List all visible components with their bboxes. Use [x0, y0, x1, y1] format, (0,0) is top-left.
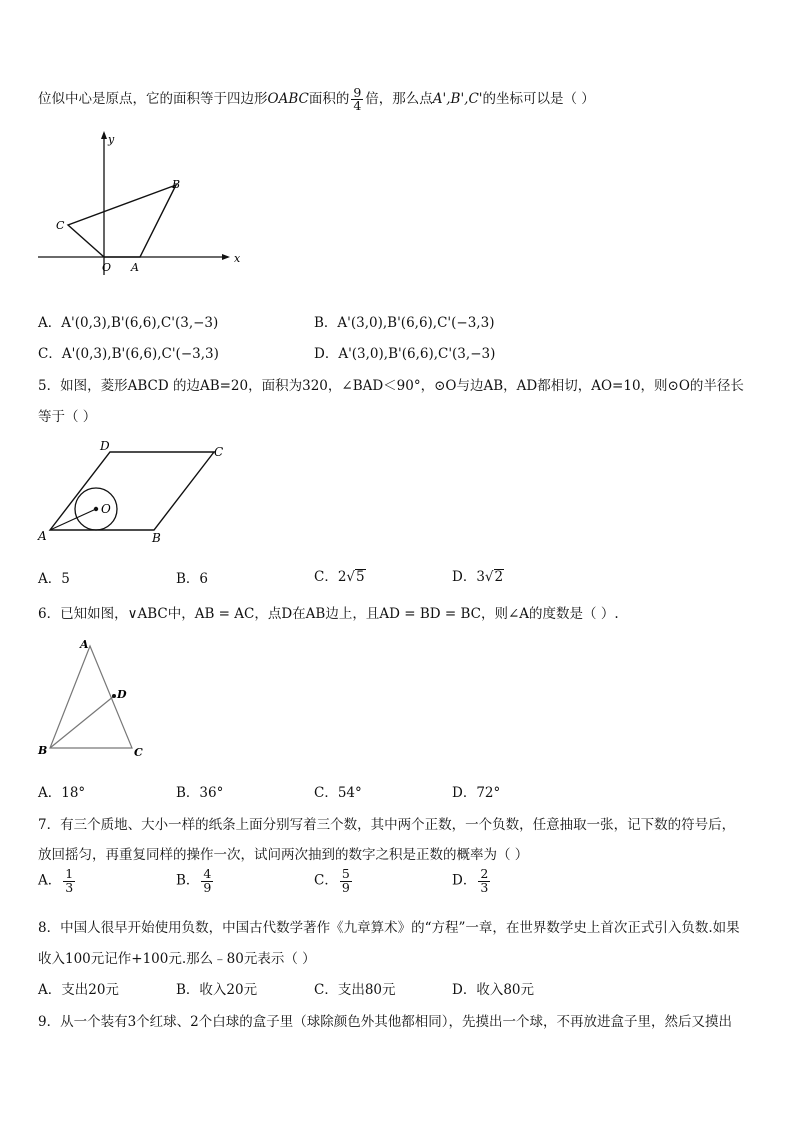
q7-c-den: 9	[341, 879, 350, 895]
q5-option-a[interactable]: A．5	[38, 571, 70, 587]
q4-label-b: B	[172, 178, 181, 191]
q6-label-b: B	[38, 744, 48, 757]
q5-option-c-radical-sign: √	[346, 569, 356, 585]
q7-d-num: 2	[480, 866, 489, 881]
q7-option-a-label: A．	[38, 872, 62, 889]
q4-label-o: O	[102, 261, 112, 274]
q4-frac-den: 4	[353, 98, 362, 113]
q6-option-c[interactable]: C．54°	[314, 785, 362, 801]
q7-b-num: 4	[203, 866, 212, 881]
q4-stem-c: 倍，那么点	[365, 91, 433, 107]
q9-stem-line1: 9．从一个装有3个红球、2个白球的盒子里（球除颜色外其他都相同），先摸出一个球，不再放进盒子里，然后又摸出	[38, 1014, 733, 1030]
q7-option-c-fraction	[340, 868, 352, 894]
q4-frac-num: 9	[353, 84, 362, 100]
q4-stem-b: 面积的	[308, 91, 350, 107]
q5-option-d-radicand: 2	[494, 569, 504, 585]
q4-option-a[interactable]: A．A'(0,3),B'(6,6),C'(3,−3)	[38, 315, 219, 331]
q6-stem: 6．已知如图，∨ABC中，AB = AC，点D在AB边上，且AD = BD = BC，则∠A的度数是（ ）.	[38, 606, 619, 622]
q5-option-d-radical-sign: √	[484, 569, 494, 585]
q4-stem-a: 位似中心是原点，它的面积等于四边形	[38, 91, 268, 107]
q8-option-d[interactable]: D．收入80元	[452, 982, 535, 998]
q5-segment-ao	[50, 509, 96, 530]
q7-stem-line2: 放回摇匀，再重复同样的操作一次，试问两次抽到的数字之积是正数的概率为（ ）	[38, 847, 529, 863]
q7-stem-line1: 7．有三个质地、大小一样的纸条上面分别写着三个数，其中两个正数，一个负数，任意抽取一张，记下数的符号后，	[38, 817, 736, 833]
q4-label-c: C	[56, 219, 65, 232]
q7-a-den: 3	[65, 879, 74, 895]
q6-label-a: A	[80, 638, 89, 651]
q6-option-d[interactable]: D．72°	[452, 785, 501, 801]
q8-stem-line1: 8．中国人很早开始使用负数，中国古代数学著作《九章算术》的“方程”一章，在世界数学史上首次正式引入负数.如果	[38, 920, 740, 936]
q7-a-num: 1	[65, 866, 74, 881]
q6-triangle-figure	[34, 636, 154, 762]
q4-quadrilateral-oabc	[68, 185, 176, 257]
q4-option-b[interactable]: B．A'(3,0),B'(6,6),C'(−3,3)	[314, 315, 495, 331]
q5-stem-line2: 等于（ ）	[38, 409, 97, 425]
q5-option-c-coef: C．2	[314, 569, 347, 585]
q4-fraction	[351, 84, 363, 113]
q4-coordinate-figure	[30, 125, 250, 285]
q5-stem-line1: 5．如图，菱形ABCD 的边AB=20，面积为320，∠BAD＜90°，⊙O与边AB，AD都相切，AO=10，则⊙O的半径长	[38, 378, 744, 394]
q5-option-b[interactable]: B．6	[176, 571, 209, 587]
q5-option-c-radicand: 5	[356, 569, 365, 585]
q5-option-d[interactable]	[452, 565, 504, 585]
q7-option-c-label: C．	[314, 872, 338, 889]
q7-option-d-label: D．	[452, 872, 477, 889]
q5-center-dot	[94, 507, 98, 511]
q8-option-a[interactable]: A．支出20元	[38, 982, 119, 998]
q5-label-a: A	[38, 529, 47, 543]
q4-stem-points: A',B',C'	[432, 91, 483, 107]
q7-option-b[interactable]	[176, 868, 215, 894]
q5-label-b: B	[152, 531, 161, 545]
q7-option-a-fraction	[63, 868, 75, 894]
q6-point-d	[112, 694, 116, 698]
q8-option-c[interactable]: C．支出80元	[314, 982, 396, 998]
q4-label-a: A	[131, 261, 139, 274]
q7-option-b-fraction	[201, 868, 213, 894]
q4-label-x: x	[234, 252, 241, 265]
q4-label-y: y	[108, 133, 115, 146]
q5-option-c[interactable]	[314, 565, 366, 585]
q6-option-b[interactable]: B．36°	[176, 785, 224, 801]
q7-option-d[interactable]	[452, 868, 492, 894]
q7-option-b-label: B．	[176, 872, 200, 889]
q6-label-c: C	[134, 746, 143, 759]
q4-stem-quad: OABC	[267, 91, 309, 107]
q5-label-c: C	[214, 445, 224, 459]
q7-c-num: 5	[341, 866, 350, 881]
q4-stem-d: 的坐标可以是（ ）	[482, 91, 595, 107]
q8-stem-line2: 收入100元记作+100元.那么﹣80元表示（ ）	[38, 951, 316, 967]
q7-option-a[interactable]	[38, 868, 77, 894]
q4-stem	[38, 82, 595, 116]
q5-label-o: O	[101, 502, 111, 516]
q7-b-den: 9	[203, 879, 212, 895]
q7-option-d-fraction	[478, 868, 490, 894]
q5-label-d: D	[100, 439, 110, 453]
q4-option-c[interactable]: C．A'(0,3),B'(6,6),C'(−3,3)	[38, 346, 219, 362]
q5-rhombus-figure	[34, 436, 244, 548]
q8-option-b[interactable]: B．收入20元	[176, 982, 258, 998]
q4-option-d[interactable]: D．A'(3,0),B'(6,6),C'(3,−3)	[314, 346, 496, 362]
q4-x-arrow	[222, 254, 230, 260]
q6-label-d: D	[117, 688, 127, 701]
q7-option-c[interactable]	[314, 868, 354, 894]
q7-d-den: 3	[480, 879, 489, 895]
q6-option-a[interactable]: A．18°	[38, 785, 86, 801]
q5-option-d-coef: D．3	[452, 569, 485, 585]
q4-y-arrow	[101, 131, 107, 139]
